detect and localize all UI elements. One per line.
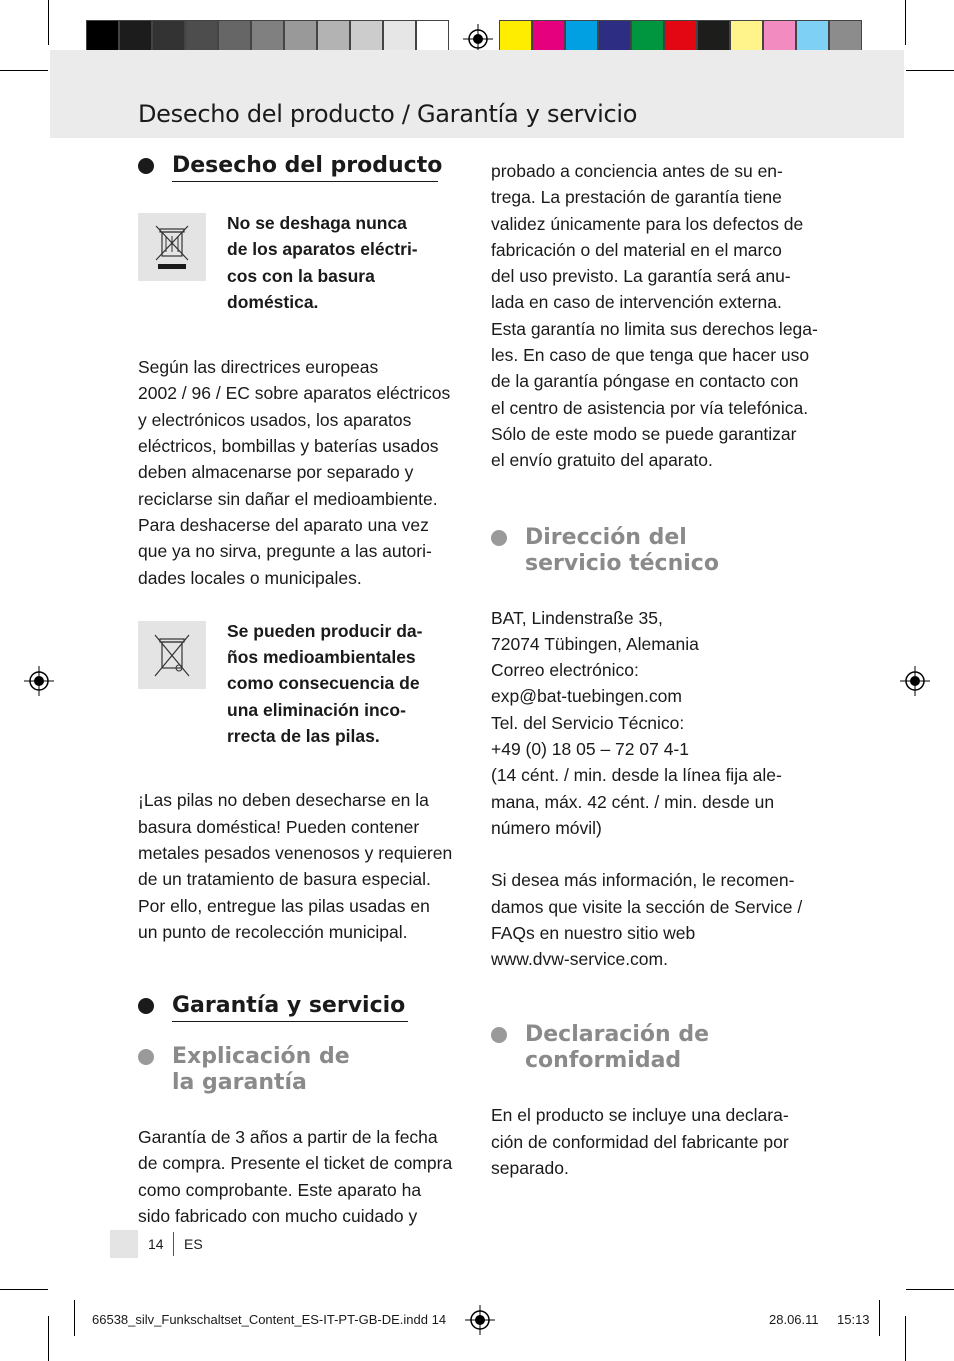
battery-notice-text: Se pueden producir da- ños medioambientales como consecuencia de una eliminación inco- rrecta de las pilas. (227, 620, 423, 747)
disposal-heading-text: Desecho del producto (172, 153, 443, 178)
slug-filename: 66538_silv_Funkschaltset_Content_ES-IT-PT-GB-DE.indd 14 (92, 1312, 447, 1327)
battery-paragraph: ¡Las pilas no deben desecharse en la basura doméstica! Pueden contener metales pesados venenosos y requieren de un tratamiento de basura especial. Por ello, entregue las pilas usadas en un punto de recolección municipal. (138, 790, 453, 942)
bullet-icon (491, 530, 507, 546)
warranty-heading-text: Garantía y servicio (172, 993, 406, 1019)
crop-mark (905, 1316, 906, 1361)
right-column (491, 153, 831, 1181)
crop-mark (0, 70, 48, 71)
registration-mark-icon (24, 666, 54, 696)
crop-mark (0, 1289, 48, 1290)
disposal-heading (138, 153, 468, 178)
crop-mark (906, 1289, 954, 1290)
bullet-icon (138, 998, 154, 1014)
crop-mark (48, 0, 49, 45)
conformity-heading-text: Declaración de conformidad (525, 1022, 709, 1074)
weee-notice-text: No se deshaga nunca de los aparatos eléctri- cos con la basura doméstica. (227, 213, 418, 312)
more-info-paragraph: Si desea más información, le recomen- damos que visite la sección de Service / FAQs en nuestro sitio web www.dvw-service.com. (491, 870, 803, 970)
explanation-heading-text: Explicación de la garantía (172, 1044, 350, 1096)
address-heading (491, 525, 831, 577)
crop-mark (48, 1316, 49, 1361)
registration-mark-icon (465, 1305, 495, 1335)
page-title: Desecho del producto / Garantía y servicio (138, 100, 638, 128)
battery-bin-icon (138, 621, 206, 689)
bullet-icon (491, 1027, 507, 1043)
bullet-icon (138, 158, 154, 174)
weee-bin-icon (138, 213, 206, 281)
explanation-heading (138, 1044, 468, 1096)
weee-notice (138, 213, 468, 315)
language-code: ES (184, 1236, 203, 1252)
warranty-paragraph-continued: probado a conciencia antes de su en- trega. La prestación de garantía tiene validez únicamente para los defectos de fabricación o del material en el marco del uso previsto. La garantía será anu- lada en caso de intervención externa. Esta garantía no limita sus derechos lega- les. En caso de que tenga que hacer uso de la garantía póngase en contacto con el centro de asistencia por vía telefónica. Sólo de este modo se puede garantizar el envío gratuito del aparato. (491, 161, 818, 471)
weee-paragraph: Según las directrices europeas 2002 / 96 / EC sobre aparatos eléctricos y electrónicos usados, los aparatos eléctricos, bombillas y baterías usados deben almacenarse por separado y reciclarse sin dañar el medioambiente. Para deshacerse del aparato una vez que ya no sirva, pregunte a las autori- dades locales o municipales. (138, 357, 451, 588)
heading-underline (172, 181, 438, 183)
crop-mark (905, 0, 906, 45)
footer-separator (173, 1232, 174, 1256)
conformity-heading (491, 1022, 831, 1074)
slug-time: 15:13 (837, 1312, 870, 1327)
service-address: BAT, Lindenstraße 35, 72074 Tübingen, Alemania Correo electrónico: exp@bat-tuebingen.com Tel. del Servicio Técnico: +49 (0) 18 05 – 72 07 4-1 (14 cént. / min. desde la línea fija ale- mana, máx. 42 cént. / min. desde un número móvil) (491, 607, 782, 838)
crop-mark (906, 70, 954, 71)
left-column (138, 153, 468, 1229)
crop-mark (879, 1300, 880, 1336)
registration-mark-icon (900, 666, 930, 696)
battery-notice (138, 621, 468, 749)
warranty-paragraph: Garantía de 3 años a partir de la fecha de compra. Presente el ticket de compra como comprobante. Este aparato ha sido fabricado con mucho cuidado y (138, 1127, 453, 1227)
bullet-icon (138, 1049, 154, 1065)
address-heading-text: Dirección del servicio técnico (525, 524, 719, 576)
conformity-paragraph: En el producto se incluye una declara- ción de conformidad del fabricante por separado. (491, 1105, 789, 1179)
heading-underline (172, 1021, 408, 1023)
crop-mark (74, 1300, 75, 1336)
page-number: 14 (148, 1236, 164, 1252)
slug-date: 28.06.11 (769, 1312, 819, 1327)
footer-box (110, 1230, 138, 1258)
warranty-heading (138, 993, 468, 1018)
